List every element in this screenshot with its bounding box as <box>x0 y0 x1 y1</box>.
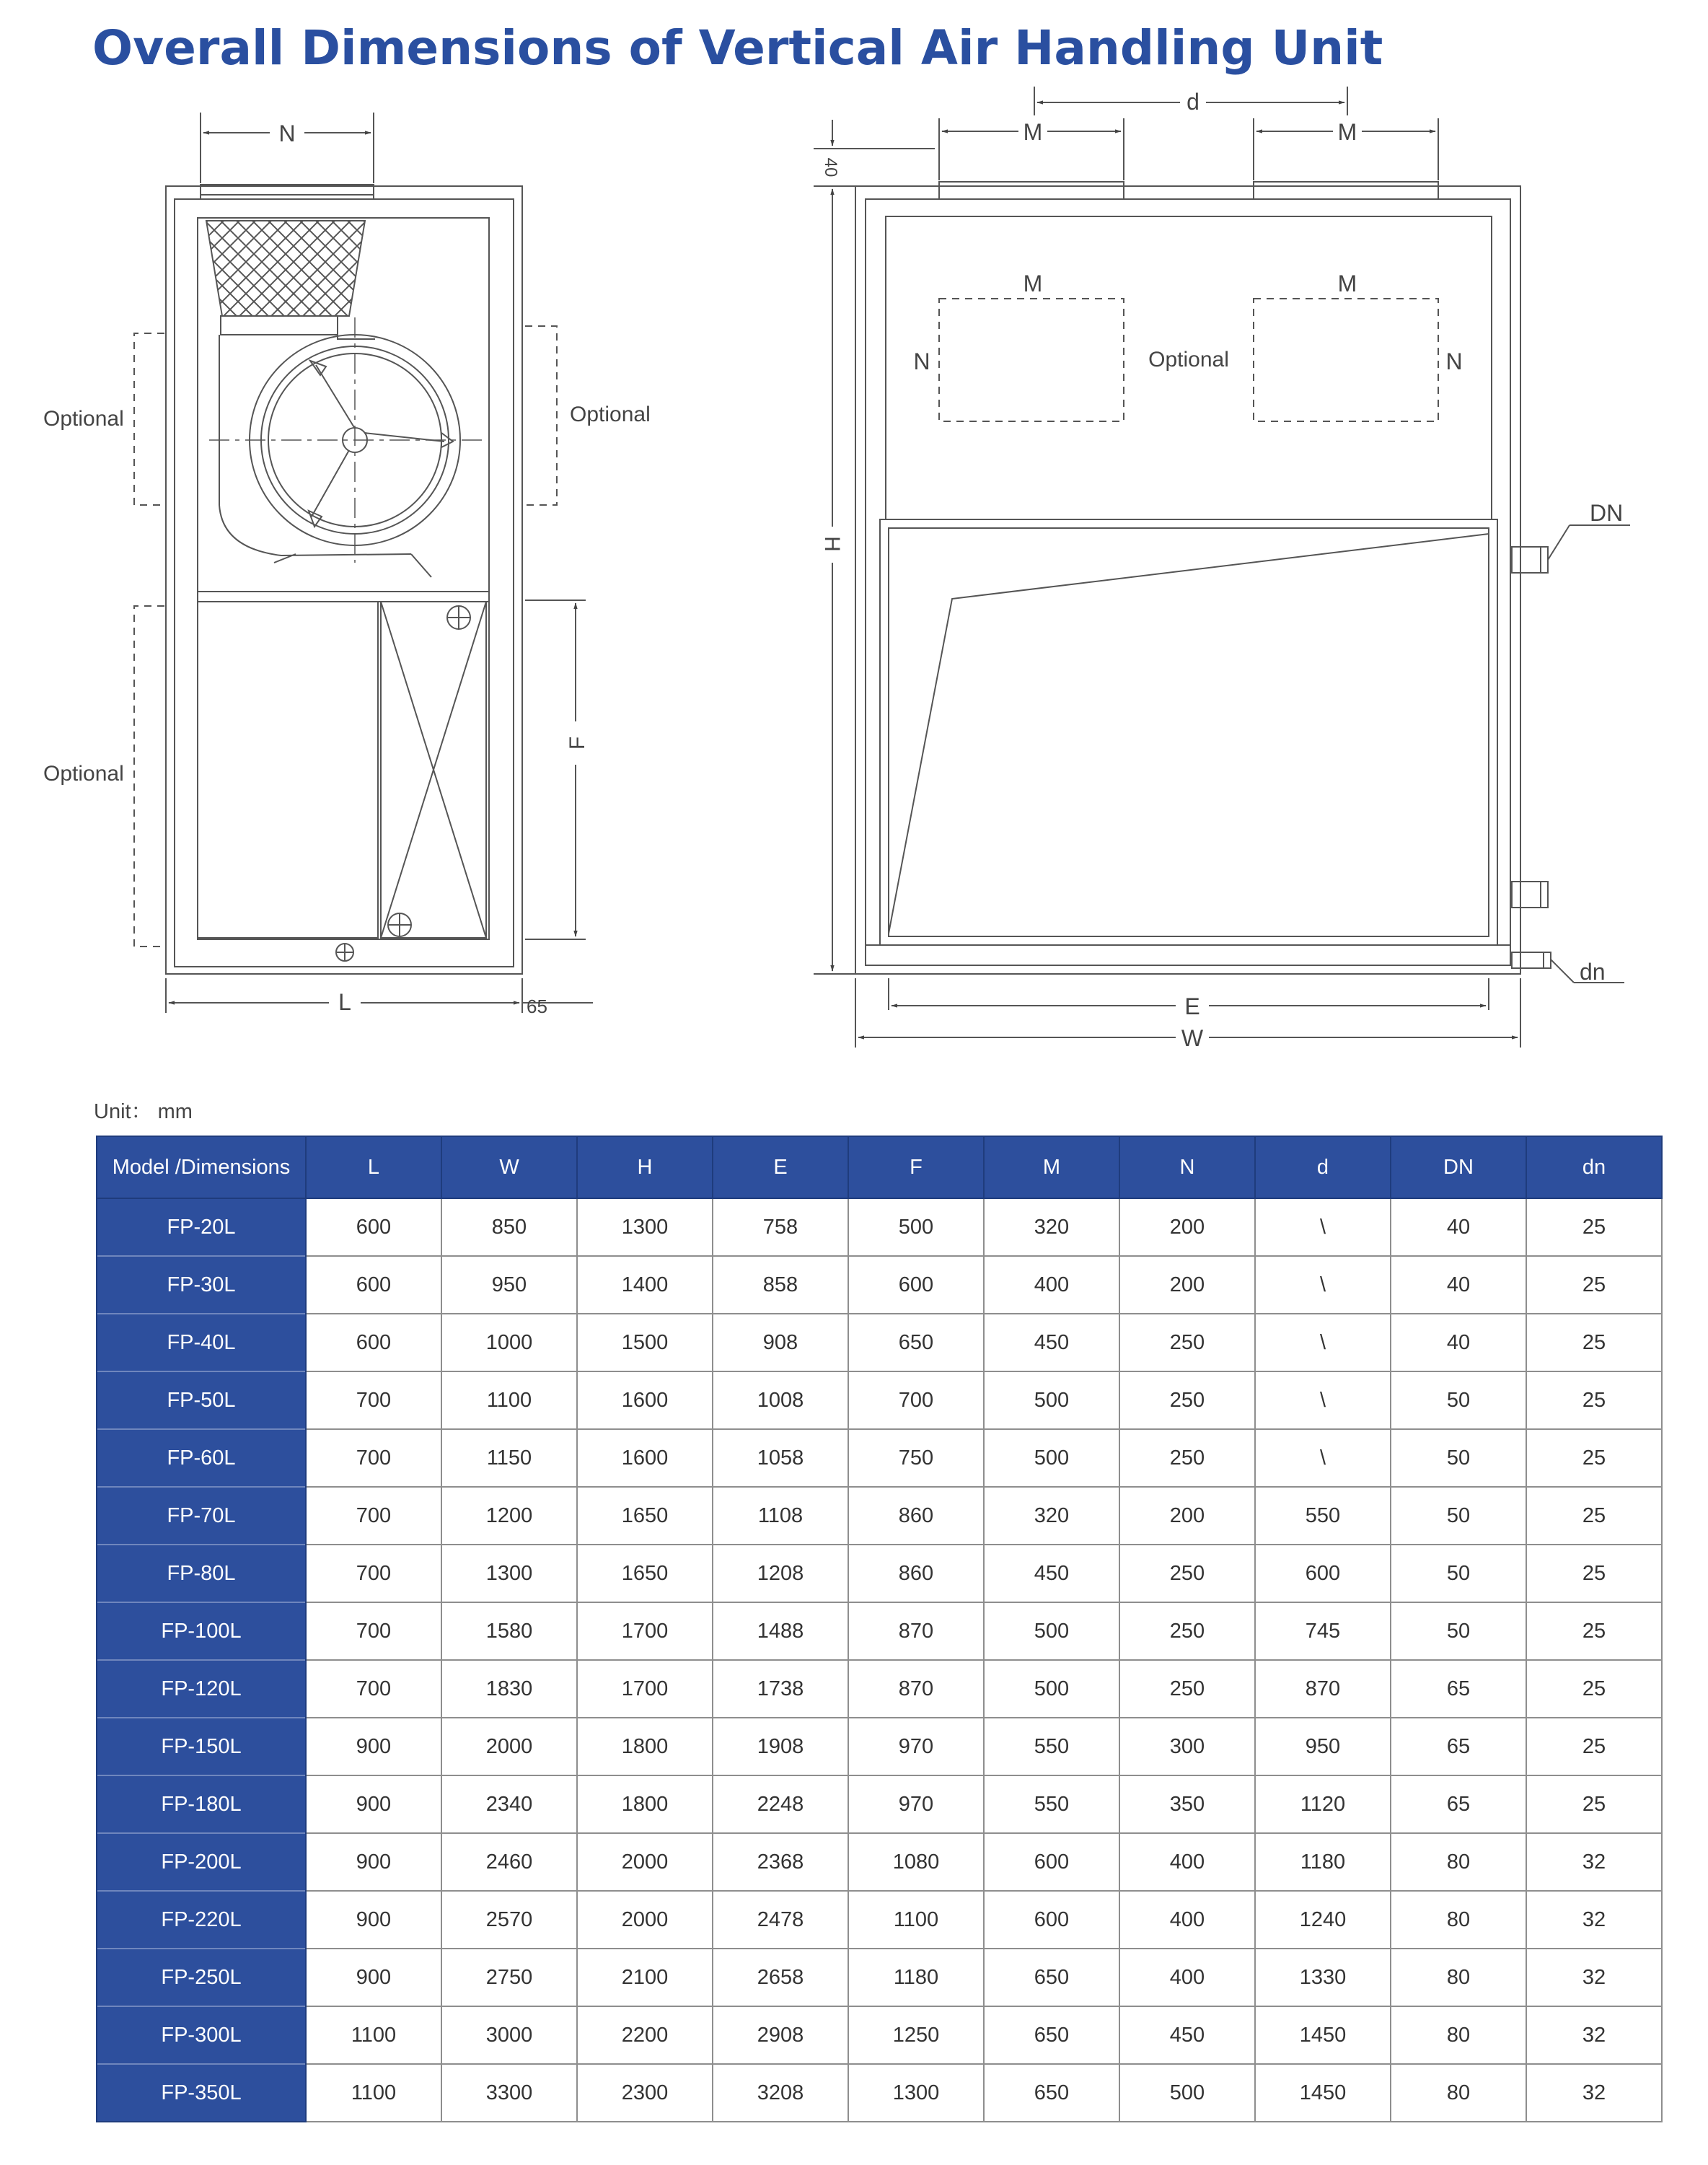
value-cell: 32 <box>1526 2006 1662 2064</box>
value-cell: 600 <box>848 1256 984 1314</box>
label-dn: dn <box>1580 959 1606 985</box>
value-cell: 450 <box>1119 2006 1255 2064</box>
table-row <box>97 1487 1662 1545</box>
model-cell: FP-60L <box>97 1429 306 1487</box>
front-view-drawing <box>814 87 1630 1048</box>
value-cell: 3000 <box>441 2006 577 2064</box>
value-cell: 25 <box>1526 1718 1662 1775</box>
label-top-M-left: M <box>1023 119 1043 145</box>
value-cell: 2750 <box>441 1949 577 2006</box>
value-cell: 1300 <box>441 1545 577 1602</box>
value-cell: 950 <box>441 1256 577 1314</box>
value-cell: 25 <box>1526 1371 1662 1429</box>
dimensions-table <box>96 1136 1663 2122</box>
value-cell: 500 <box>984 1602 1119 1660</box>
value-cell: 1450 <box>1255 2064 1391 2122</box>
value-cell: 200 <box>1119 1198 1255 1256</box>
value-cell: 25 <box>1526 1545 1662 1602</box>
table-row <box>97 1429 1662 1487</box>
value-cell: 1800 <box>577 1718 713 1775</box>
value-cell: 50 <box>1391 1371 1526 1429</box>
model-cell: FP-120L <box>97 1660 306 1718</box>
value-cell: 500 <box>1119 2064 1255 2122</box>
model-cell: FP-300L <box>97 2006 306 2064</box>
value-cell: 1908 <box>713 1718 848 1775</box>
value-cell: 400 <box>1119 1891 1255 1949</box>
value-cell: 40 <box>1391 1198 1526 1256</box>
value-cell: 320 <box>984 1487 1119 1545</box>
value-cell: 860 <box>848 1545 984 1602</box>
value-cell: 1008 <box>713 1371 848 1429</box>
value-cell: 650 <box>848 1314 984 1371</box>
value-cell: 970 <box>848 1775 984 1833</box>
value-cell: 250 <box>1119 1545 1255 1602</box>
table-row <box>97 1775 1662 1833</box>
table-row <box>97 1891 1662 1949</box>
value-cell: 1058 <box>713 1429 848 1487</box>
value-cell: 250 <box>1119 1602 1255 1660</box>
value-cell: 1600 <box>577 1371 713 1429</box>
value-cell: 1080 <box>848 1833 984 1891</box>
value-cell: 300 <box>1119 1718 1255 1775</box>
label-opening-N-left: N <box>913 348 930 374</box>
value-cell: \ <box>1255 1429 1391 1487</box>
value-cell: 450 <box>984 1314 1119 1371</box>
value-cell: 1488 <box>713 1602 848 1660</box>
label-opening-M-right: M <box>1337 271 1357 297</box>
model-cell: FP-20L <box>97 1198 306 1256</box>
label-optional-front: Optional <box>1148 348 1229 372</box>
value-cell: 1000 <box>441 1314 577 1371</box>
model-cell: FP-40L <box>97 1314 306 1371</box>
header-cell-H: H <box>577 1136 713 1198</box>
value-cell: 32 <box>1526 1891 1662 1949</box>
table-row <box>97 1833 1662 1891</box>
value-cell: 1600 <box>577 1429 713 1487</box>
value-cell: 2658 <box>713 1949 848 2006</box>
value-cell: 1830 <box>441 1660 577 1718</box>
value-cell: 25 <box>1526 1198 1662 1256</box>
label-E: E <box>1184 993 1200 1019</box>
value-cell: 80 <box>1391 1949 1526 2006</box>
value-cell: 1100 <box>306 2064 441 2122</box>
label-65: 65 <box>527 996 547 1017</box>
value-cell: 2570 <box>441 1891 577 1949</box>
value-cell: 2340 <box>441 1775 577 1833</box>
value-cell: 25 <box>1526 1314 1662 1371</box>
value-cell: 600 <box>306 1198 441 1256</box>
value-cell: 600 <box>306 1314 441 1371</box>
value-cell: 50 <box>1391 1487 1526 1545</box>
value-cell: 500 <box>984 1660 1119 1718</box>
value-cell: 2000 <box>441 1718 577 1775</box>
value-cell: 700 <box>306 1429 441 1487</box>
table-row <box>97 2064 1662 2122</box>
value-cell: 650 <box>984 2064 1119 2122</box>
value-cell: 750 <box>848 1429 984 1487</box>
model-cell: FP-50L <box>97 1371 306 1429</box>
value-cell: 970 <box>848 1718 984 1775</box>
value-cell: 3208 <box>713 2064 848 2122</box>
header-cell-M: M <box>984 1136 1119 1198</box>
value-cell: 40 <box>1391 1314 1526 1371</box>
value-cell: 550 <box>984 1718 1119 1775</box>
unit-label: Unit： mm <box>94 1100 193 1123</box>
model-cell: FP-100L <box>97 1602 306 1660</box>
value-cell: 1700 <box>577 1602 713 1660</box>
header-cell-model: Model /Dimensions <box>97 1136 306 1198</box>
value-cell: 1240 <box>1255 1891 1391 1949</box>
value-cell: 80 <box>1391 1833 1526 1891</box>
label-DN: DN <box>1590 500 1624 526</box>
value-cell: 1650 <box>577 1487 713 1545</box>
value-cell: 500 <box>984 1371 1119 1429</box>
model-cell: FP-180L <box>97 1775 306 1833</box>
value-cell: 700 <box>848 1371 984 1429</box>
model-cell: FP-200L <box>97 1833 306 1891</box>
value-cell: 1208 <box>713 1545 848 1602</box>
value-cell: 25 <box>1526 1660 1662 1718</box>
model-cell: FP-350L <box>97 2064 306 2122</box>
label-40: 40 <box>821 157 840 177</box>
value-cell: 600 <box>1255 1545 1391 1602</box>
value-cell: 250 <box>1119 1429 1255 1487</box>
value-cell: 200 <box>1119 1256 1255 1314</box>
value-cell: 2248 <box>713 1775 848 1833</box>
value-cell: 65 <box>1391 1718 1526 1775</box>
value-cell: \ <box>1255 1256 1391 1314</box>
value-cell: 550 <box>1255 1487 1391 1545</box>
value-cell: 25 <box>1526 1487 1662 1545</box>
value-cell: \ <box>1255 1314 1391 1371</box>
value-cell: 32 <box>1526 2064 1662 2122</box>
value-cell: 600 <box>984 1833 1119 1891</box>
header-cell-E: E <box>713 1136 848 1198</box>
value-cell: 65 <box>1391 1775 1526 1833</box>
value-cell: 900 <box>306 1891 441 1949</box>
label-side-top-N: N <box>278 120 296 146</box>
value-cell: \ <box>1255 1198 1391 1256</box>
value-cell: 900 <box>306 1833 441 1891</box>
value-cell: 400 <box>1119 1833 1255 1891</box>
value-cell: 900 <box>306 1949 441 2006</box>
label-W: W <box>1181 1025 1204 1051</box>
value-cell: 25 <box>1526 1256 1662 1314</box>
value-cell: 500 <box>984 1429 1119 1487</box>
value-cell: 1108 <box>713 1487 848 1545</box>
label-opening-M-left: M <box>1023 271 1043 297</box>
header-cell-F: F <box>848 1136 984 1198</box>
value-cell: 2300 <box>577 2064 713 2122</box>
value-cell: 32 <box>1526 1949 1662 2006</box>
model-cell: FP-80L <box>97 1545 306 1602</box>
value-cell: 1500 <box>577 1314 713 1371</box>
table-row <box>97 1256 1662 1314</box>
header-cell-W: W <box>441 1136 577 1198</box>
side-view-drawing <box>134 113 593 1013</box>
value-cell: 1300 <box>577 1198 713 1256</box>
label-opening-N-right: N <box>1445 348 1463 374</box>
value-cell: 870 <box>848 1660 984 1718</box>
model-cell: FP-70L <box>97 1487 306 1545</box>
label-optional-right: Optional <box>570 403 651 426</box>
value-cell: 250 <box>1119 1660 1255 1718</box>
value-cell: 600 <box>984 1891 1119 1949</box>
value-cell: 200 <box>1119 1487 1255 1545</box>
table-row <box>97 1545 1662 1602</box>
value-cell: 2100 <box>577 1949 713 2006</box>
value-cell: 1100 <box>848 1891 984 1949</box>
page-title: Overall Dimensions of Vertical Air Handling Unit <box>92 20 1383 76</box>
header-cell-d: d <box>1255 1136 1391 1198</box>
value-cell: 850 <box>441 1198 577 1256</box>
value-cell: 50 <box>1391 1602 1526 1660</box>
value-cell: 1250 <box>848 2006 984 2064</box>
dimension-drawings <box>0 0 1708 1075</box>
table-row <box>97 1718 1662 1775</box>
label-top-M-right: M <box>1337 119 1357 145</box>
value-cell: 2460 <box>441 1833 577 1891</box>
value-cell: 1180 <box>848 1949 984 2006</box>
header-cell-DN: DN <box>1391 1136 1526 1198</box>
value-cell: 650 <box>984 2006 1119 2064</box>
value-cell: 2000 <box>577 1833 713 1891</box>
value-cell: 25 <box>1526 1602 1662 1660</box>
table-row <box>97 2006 1662 2064</box>
label-d: d <box>1187 89 1199 115</box>
value-cell: 600 <box>306 1256 441 1314</box>
value-cell: 950 <box>1255 1718 1391 1775</box>
value-cell: 1100 <box>306 2006 441 2064</box>
table-header-row <box>97 1136 1662 1198</box>
value-cell: 908 <box>713 1314 848 1371</box>
model-cell: FP-150L <box>97 1718 306 1775</box>
table-body <box>97 1198 1662 2122</box>
value-cell: 1300 <box>848 2064 984 2122</box>
value-cell: 700 <box>306 1602 441 1660</box>
value-cell: 3300 <box>441 2064 577 2122</box>
value-cell: 1738 <box>713 1660 848 1718</box>
value-cell: 1120 <box>1255 1775 1391 1833</box>
value-cell: 2908 <box>713 2006 848 2064</box>
table-row <box>97 1602 1662 1660</box>
value-cell: 450 <box>984 1545 1119 1602</box>
value-cell: 745 <box>1255 1602 1391 1660</box>
label-F: F <box>565 736 589 750</box>
header-cell-L: L <box>306 1136 441 1198</box>
value-cell: 1650 <box>577 1545 713 1602</box>
value-cell: 1200 <box>441 1487 577 1545</box>
value-cell: 900 <box>306 1775 441 1833</box>
label-optional-left-upper: Optional <box>43 407 124 431</box>
value-cell: 900 <box>306 1718 441 1775</box>
value-cell: 870 <box>848 1602 984 1660</box>
value-cell: \ <box>1255 1371 1391 1429</box>
value-cell: 1180 <box>1255 1833 1391 1891</box>
value-cell: 1150 <box>441 1429 577 1487</box>
value-cell: 250 <box>1119 1314 1255 1371</box>
value-cell: 2368 <box>713 1833 848 1891</box>
value-cell: 758 <box>713 1198 848 1256</box>
value-cell: 858 <box>713 1256 848 1314</box>
value-cell: 550 <box>984 1775 1119 1833</box>
model-cell: FP-250L <box>97 1949 306 2006</box>
value-cell: 700 <box>306 1487 441 1545</box>
value-cell: 50 <box>1391 1429 1526 1487</box>
label-optional-left-lower: Optional <box>43 762 124 786</box>
value-cell: 700 <box>306 1660 441 1718</box>
value-cell: 400 <box>1119 1949 1255 2006</box>
value-cell: 80 <box>1391 1891 1526 1949</box>
value-cell: 320 <box>984 1198 1119 1256</box>
value-cell: 860 <box>848 1487 984 1545</box>
table-row <box>97 1371 1662 1429</box>
value-cell: 1800 <box>577 1775 713 1833</box>
value-cell: 1450 <box>1255 2006 1391 2064</box>
value-cell: 400 <box>984 1256 1119 1314</box>
value-cell: 650 <box>984 1949 1119 2006</box>
table-row <box>97 1949 1662 2006</box>
value-cell: 2478 <box>713 1891 848 1949</box>
value-cell: 1400 <box>577 1256 713 1314</box>
value-cell: 700 <box>306 1545 441 1602</box>
value-cell: 2000 <box>577 1891 713 1949</box>
value-cell: 870 <box>1255 1660 1391 1718</box>
label-H: H <box>820 536 844 552</box>
value-cell: 1580 <box>441 1602 577 1660</box>
value-cell: 50 <box>1391 1545 1526 1602</box>
value-cell: 700 <box>306 1371 441 1429</box>
value-cell: 500 <box>848 1198 984 1256</box>
label-L: L <box>338 989 351 1015</box>
value-cell: 2200 <box>577 2006 713 2064</box>
value-cell: 1330 <box>1255 1949 1391 2006</box>
value-cell: 40 <box>1391 1256 1526 1314</box>
table-row <box>97 1660 1662 1718</box>
value-cell: 80 <box>1391 2006 1526 2064</box>
value-cell: 250 <box>1119 1371 1255 1429</box>
header-cell-N: N <box>1119 1136 1255 1198</box>
model-cell: FP-30L <box>97 1256 306 1314</box>
value-cell: 1700 <box>577 1660 713 1718</box>
value-cell: 25 <box>1526 1775 1662 1833</box>
model-cell: FP-220L <box>97 1891 306 1949</box>
header-cell-dn: dn <box>1526 1136 1662 1198</box>
table-row <box>97 1314 1662 1371</box>
value-cell: 350 <box>1119 1775 1255 1833</box>
value-cell: 1100 <box>441 1371 577 1429</box>
value-cell: 80 <box>1391 2064 1526 2122</box>
value-cell: 65 <box>1391 1660 1526 1718</box>
value-cell: 32 <box>1526 1833 1662 1891</box>
value-cell: 25 <box>1526 1429 1662 1487</box>
table-row <box>97 1198 1662 1256</box>
